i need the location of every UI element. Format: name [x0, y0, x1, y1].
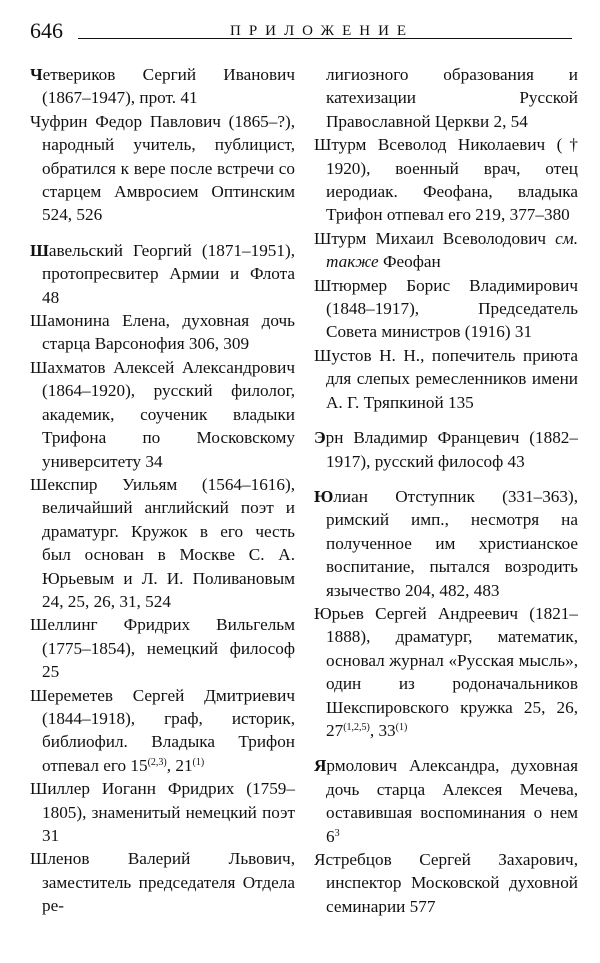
entry-text: рмолович Александра, духовная дочь старца Алексея Мечева, оставившая воспоминания о нем 6	[326, 756, 578, 846]
index-entry	[30, 684, 295, 778]
entry-text: Шамонина Елена, духовная дочь старца Варсонофия 306, 309	[30, 311, 295, 354]
page-ref-more: , 21	[166, 755, 193, 775]
entry-text: лиан Отступник (331–363), римский имп., несмотря на полученное им христианское воспитание, пытался возродить язычество 204, 482, 483	[326, 486, 578, 600]
index-entry	[30, 309, 295, 356]
page-ref-superscript: (1)	[192, 756, 205, 768]
entry-initial-letter: Э	[314, 428, 326, 448]
entry-text: Чуфрин Федор Павлович (1865–?), народный учитель, публицист, обратился к вере после встречи со старцем Амвросием Оптинским 524, 526	[30, 111, 295, 225]
header-rule	[78, 38, 572, 39]
entry-text: Шленов Валерий Львович, заместитель председателя Отдела ре-	[30, 849, 295, 916]
page-number: 646	[30, 18, 63, 43]
entry-text: Юрьев Сергей Андреевич (1821–1888), драматург, математик, основал журнал «Русская мысль», один из родоначальников Шекспировского кружка 25, 26, 27	[314, 603, 578, 740]
entry-text-tail: Феофан	[378, 252, 441, 272]
index-entry	[314, 754, 578, 848]
index-entry	[30, 63, 295, 110]
entry-initial-letter: Я	[314, 756, 327, 776]
entry-text: Шеллинг Фридрих Вильгельм (1775–1854), немецкий философ 25	[30, 615, 295, 682]
entry-initial-letter: Ч	[30, 65, 43, 84]
index-entry	[314, 133, 578, 227]
page-ref-superscript: (2,3)	[147, 756, 167, 768]
index-entry	[314, 602, 578, 742]
letter-group-gap	[30, 227, 295, 239]
entry-text: Ястребцов Сергей Захарович, инспектор Московской духовной семинарии 577	[314, 850, 578, 916]
page-ref-superscript: (1,2,5)	[343, 721, 370, 733]
entry-text: Шахматов Алексей Александрович (1864–1920), русский филолог, академик, соученик владыки Трифона по Московскому университету 34	[30, 357, 295, 471]
entry-text: Штурм Всеволод Николаевич († 1920), военный врач, отец иеродиак. Феофана, владыка Трифон отпевал его 219, 377–380	[314, 135, 578, 225]
entry-initial-letter: Ш	[30, 240, 49, 260]
page-ref-more: , 33	[369, 720, 396, 740]
entry-initial-letter: Ю	[314, 486, 334, 506]
index-entry	[30, 847, 295, 917]
index-column-right	[314, 63, 578, 918]
index-entry	[30, 613, 295, 683]
index-entry	[314, 426, 578, 473]
letter-group-gap	[314, 742, 578, 754]
page-ref-superscript: (1)	[395, 721, 408, 733]
running-header: ПРИЛОЖЕНИЕ	[230, 23, 415, 39]
entry-text: Шиллер Иоганн Фридрих (1759–1805), знаменитый немецкий поэт 31	[30, 779, 295, 845]
index-entry	[30, 473, 295, 613]
entry-text: Шереметев Сергей Дмитриевич (1844–1918), граф, историк, библиофил. Владыка Трифон отпевал его 15	[30, 685, 295, 775]
index-entry	[30, 239, 295, 309]
index-entry	[30, 777, 295, 847]
index-entry	[314, 485, 578, 602]
index-entry	[30, 356, 295, 473]
letter-group-gap	[314, 473, 578, 485]
index-column-left	[30, 63, 295, 918]
index-entry	[314, 344, 578, 414]
entry-text: рн Владимир Францевич (1882–1917), русский философ 43	[325, 428, 578, 471]
letter-group-gap	[314, 414, 578, 426]
entry-text: Шекспир Уильям (1564–1616), величайший английский поэт и драматург. Кружок в его честь был основан в Москве С. А. Юрьевым и Л. И. Поливановым 24, 25, 26, 31, 524	[30, 474, 295, 611]
entry-text: Штурм Михаил Всеволодович	[314, 228, 556, 248]
index-entry	[314, 227, 578, 274]
entry-text: Штюрмер Борис Владимирович (1848–1917), Председатель Совета министров (1916) 31	[314, 275, 578, 342]
index-entry	[314, 274, 578, 344]
index-entry-continuation: лигиозного образования и катехизации Русской Православной Церкви 2, 54	[326, 65, 578, 131]
entry-text: етвериков Сергий Иванович (1867–1947), прот. 41	[42, 65, 295, 108]
entry-text: Шустов Н. Н., попечитель приюта для слепых ремесленников имени А. Г. Тряпкиной 135	[314, 345, 578, 412]
index-entry	[30, 110, 295, 227]
cross-reference: см. также	[326, 228, 578, 272]
entry-text: авельский Георгий (1871–1951), протопресвитер Армии и Флота 48	[42, 240, 295, 307]
index-entry	[314, 848, 578, 918]
page-ref-superscript: 3	[334, 827, 340, 839]
